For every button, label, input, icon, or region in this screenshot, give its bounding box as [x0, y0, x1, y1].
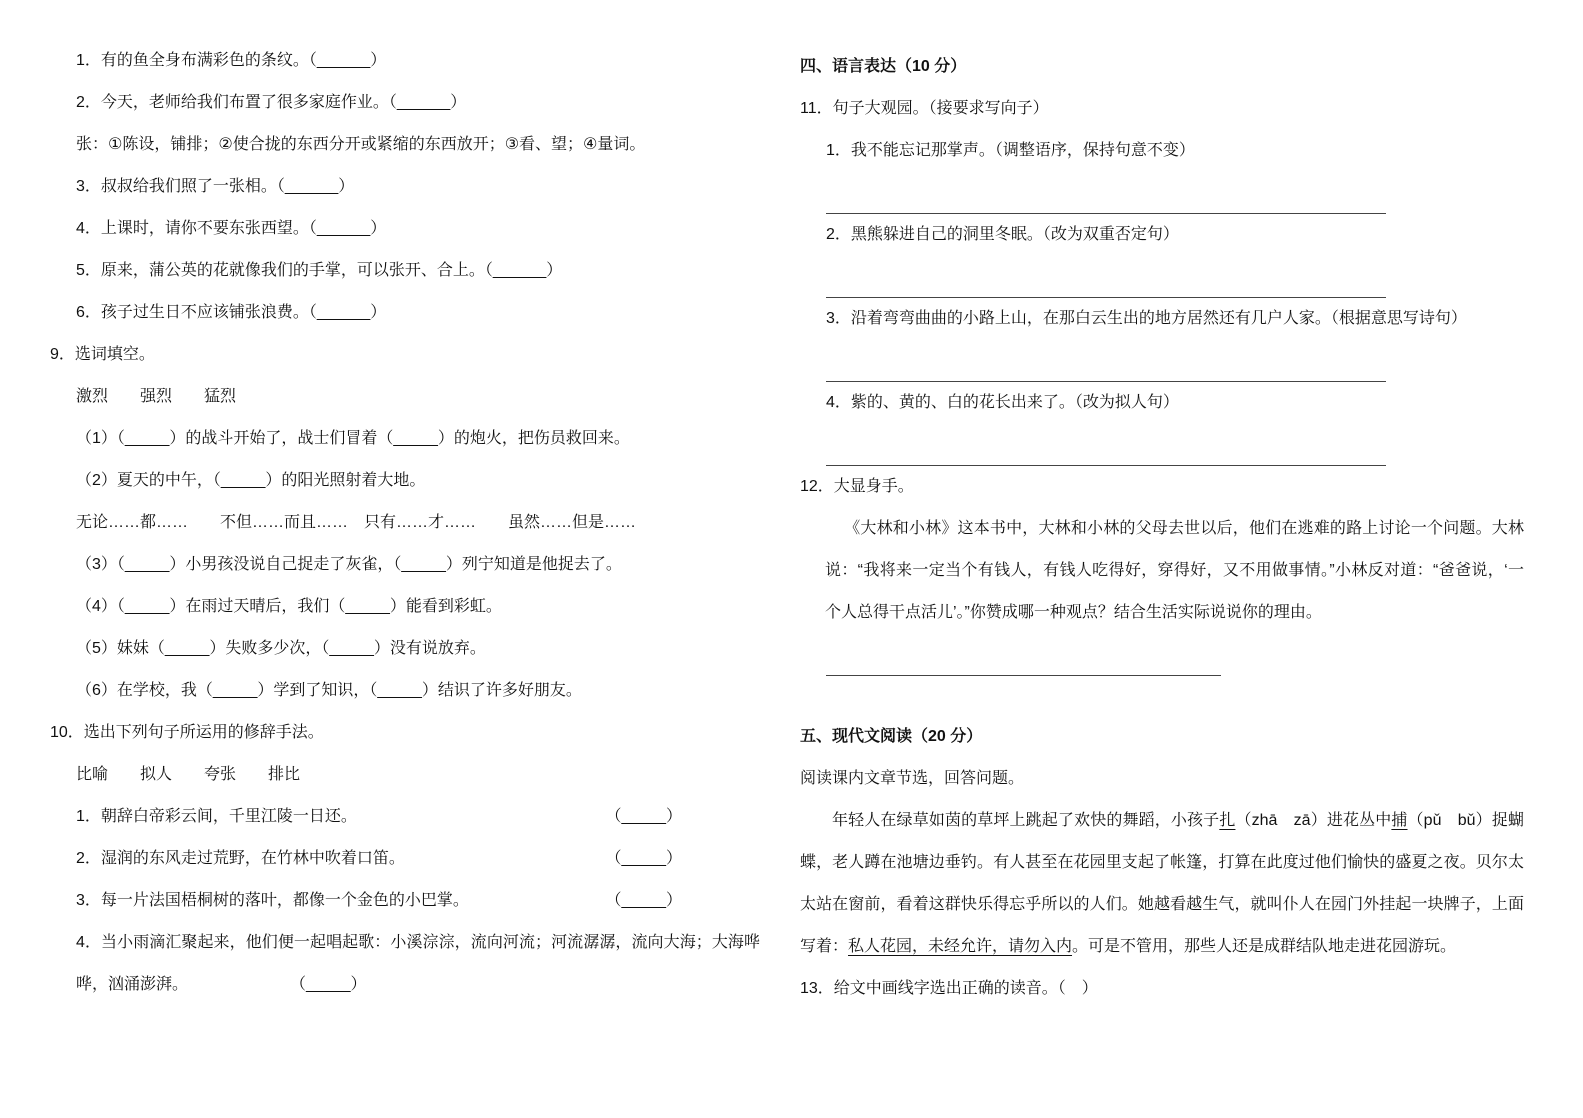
text-segment: 。可是不管用，那些人还是成群结队地走进花园游玩。: [1072, 938, 1457, 955]
answer-blank: （_____）: [605, 850, 682, 867]
underlined-text: 捕: [1391, 812, 1408, 829]
question-text: 1．朝辞白帝彩云间，千里江陵一日还。: [76, 808, 357, 825]
text-line: 2．今天，老师给我们布置了很多家庭作业。（______）: [76, 94, 467, 111]
text-line: 1．我不能忘记那掌声。（调整语序，保持句意不变）: [826, 142, 1195, 159]
text-line: （4）（_____）在雨过天晴后，我们（_____）能看到彩虹。: [76, 598, 502, 615]
text-line: 激烈 强烈 猛烈: [76, 388, 237, 405]
left-column: [50, 40, 760, 1006]
answer-blank: （_____）: [605, 808, 682, 825]
answer-line-row: [826, 634, 1524, 676]
answer-blank-line: [826, 179, 1386, 214]
question-line: [76, 796, 682, 838]
text-segment: （pǔ bǔ）捉蝴蝶，老人蹲在池塘边垂钓。有人甚至在花园里支起了帐篷，打算在此度过他们愉快的盛夏之夜。贝尔太太站在窗前，看着这群快乐得忘乎所以的人们。她越看越生气，就叫仆人在园门外挂起一块牌子，上面写着：: [800, 812, 1524, 955]
text-segment: 年轻人在绿草如茵的草坪上跳起了欢快的舞蹈，小孩子: [832, 812, 1220, 829]
text-line: 4．紫的、黄的、白的花长出来了。（改为拟人句）: [826, 394, 1179, 411]
reading-passage: [800, 800, 1524, 968]
text-line: 13．给文中画线字选出正确的读音。（ ）: [800, 980, 1098, 997]
question-line: [76, 838, 682, 880]
text-line: 3．沿着弯弯曲曲的小路上山，在那白云生出的地方居然还有几户人家。（根据意思写诗句）: [826, 310, 1467, 327]
text-line: （6）在学校，我（_____）学到了知识，（_____）结识了许多好朋友。: [76, 682, 582, 699]
text-line: 阅读课内文章节选，回答问题。: [800, 770, 1025, 787]
text-segment: （zhā zā）进花丛中: [1235, 812, 1392, 829]
text-line: 1．有的鱼全身布满彩色的条纹。（______）: [76, 52, 387, 69]
answer-blank-line: [826, 263, 1386, 298]
text-line: 比喻 拟人 夸张 排比: [76, 766, 301, 783]
text-line: （1）（_____）的战斗开始了，战士们冒着（_____）的炮火，把伤员救回来。: [76, 430, 630, 447]
text-line: （5）妹妹（_____）失败多少次，（_____）没有说放弃。: [76, 640, 486, 657]
answer-blank: （_____）: [605, 892, 682, 909]
text-line: 6．孩子过生日不应该铺张浪费。（______）: [76, 304, 387, 321]
text-line: 无论……都…… 不但……而且…… 只有……才…… 虽然……但是……: [76, 514, 637, 531]
underlined-text: 私人花园，未经允许，请勿入内: [848, 938, 1073, 955]
text-line: 12．大显身手。: [800, 478, 914, 495]
text-line: （2）夏天的中午，（_____）的阳光照射着大地。: [76, 472, 426, 489]
text-line: 9．选词填空。: [50, 346, 155, 363]
underlined-text: 扎: [1219, 812, 1236, 829]
question-text: 3．每一片法国梧桐树的落叶，都像一个金色的小巴掌。: [76, 892, 469, 909]
answer-line-row: [826, 424, 1524, 466]
answer-line-row: [826, 172, 1524, 214]
section-heading: 五、现代文阅读（20 分）: [800, 728, 983, 745]
text-line: 11．句子大观园。（接要求写向子）: [800, 100, 1049, 117]
answer-line-row: [826, 256, 1524, 298]
text-line: 3．叔叔给我们照了一张相。（______）: [76, 178, 355, 195]
question-line: [76, 880, 682, 922]
text-line: （3）（_____）小男孩没说自己捉走了灰雀，（_____）列宁知道是他捉去了。: [76, 556, 622, 573]
text-line: 2．黑熊躲进自己的洞里冬眠。（改为双重否定句）: [826, 226, 1179, 243]
answer-blank-line: [826, 431, 1386, 466]
text-line: 10．选出下列句子所运用的修辞手法。: [50, 724, 324, 741]
text-line: 4．上课时，请你不要东张西望。（______）: [76, 220, 387, 237]
right-column: [800, 46, 1524, 1010]
answer-blank: （_____）: [298, 976, 367, 993]
question-text: 2．湿润的东风走过荒野，在竹林中吹着口笛。: [76, 850, 405, 867]
question-text: 4．当小雨滴汇聚起来，他们便一起唱起歌：小溪淙淙，流向河流；河流潺潺，流向大海；大海哗哗，汹涌澎湃。: [76, 934, 760, 993]
text-line: 张：①陈设，铺排；②使合拢的东西分开或紧缩的东西放开；③看、望；④量词。: [76, 136, 646, 153]
answer-blank-line: [826, 347, 1386, 382]
text-line: 5．原来，蒲公英的花就像我们的手掌，可以张开、合上。（______）: [76, 262, 563, 279]
prompt-paragraph: 《大林和小林》这本书中，大林和小林的父母去世以后，他们在逃难的路上讨论一个问题。大林说：“我将来一定当个有钱人，有钱人吃得好，穿得好，又不用做事情。”小林反对道：“爸爸说，‘一个人总得干点活儿’。”你赞成哪一种观点？结合生活实际说说你的理由。: [825, 520, 1524, 621]
answer-line-row: [826, 340, 1524, 382]
question-paragraph: [76, 922, 760, 1006]
section-heading: 四、语言表达（10 分）: [800, 58, 967, 75]
answer-blank-line: [826, 641, 1221, 676]
